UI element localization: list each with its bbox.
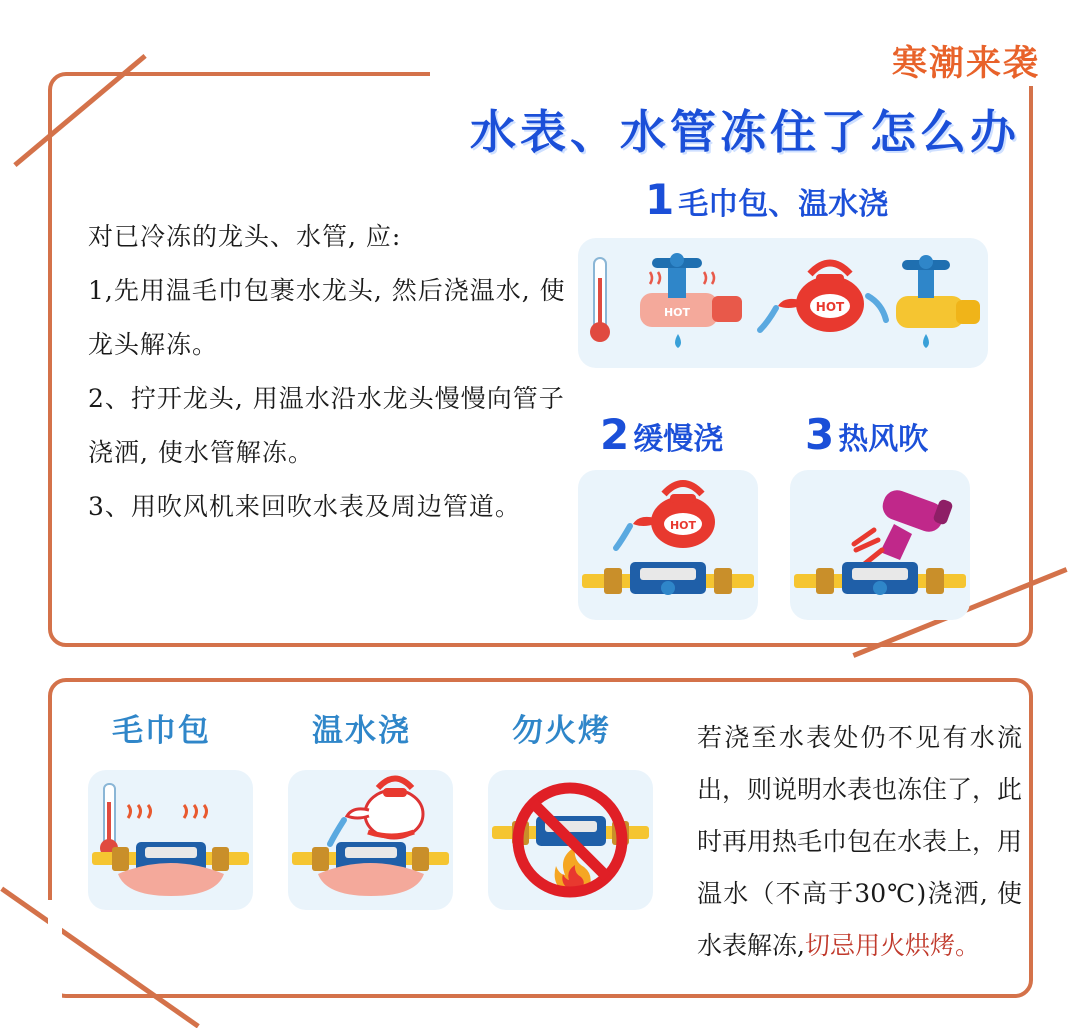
step-3-number: 3	[805, 410, 835, 459]
instruction-step-3: 3、用吹风机来回吹水表及周边管道。	[88, 492, 521, 521]
bottom-note-warning: 切忌用火烘烤。	[804, 931, 980, 960]
bottom-panel-gap	[48, 900, 62, 1020]
step-3-label: 热风吹	[838, 422, 929, 457]
step-2-label: 缓慢浇	[633, 422, 724, 457]
instructions-block	[88, 210, 568, 534]
step-2-number: 2	[600, 410, 630, 459]
step-1-heading	[645, 175, 888, 224]
page-title: 水表、水管冻住了怎么办	[470, 105, 1020, 159]
step-1-number: 1	[645, 175, 675, 224]
faucet-kettle-icon	[578, 238, 988, 368]
illustration-card-hot-air	[790, 470, 970, 620]
illustration-card-no-fire	[488, 770, 653, 910]
svg-text:HOT: HOT	[663, 306, 691, 319]
illustration-card-towel-wrap	[88, 770, 253, 910]
illustration-card-slow-pour	[578, 470, 758, 620]
illustration-card-warm-water-pour	[288, 770, 453, 910]
step-1-label: 毛巾包、温水浇	[678, 187, 889, 222]
no-fire-icon	[488, 770, 653, 910]
bottom-item-2-label: 温水浇	[312, 713, 411, 749]
kettle-meter-icon	[288, 770, 453, 910]
bottom-note	[697, 712, 1022, 972]
step-2-heading	[600, 410, 723, 459]
svg-text:HOT: HOT	[669, 519, 697, 532]
bottom-item-3-label: 勿火烤	[512, 713, 611, 749]
step-3-heading	[805, 410, 928, 459]
instructions-intro: 对已冷冻的龙头、水管, 应:	[88, 222, 402, 251]
hair-dryer-icon	[790, 470, 970, 620]
instruction-step-1: 1,先用温毛巾包裹水龙头, 然后浇温水, 使龙头解冻。	[88, 276, 566, 359]
instruction-step-2: 2、拧开龙头, 用温水沿水龙头慢慢向管子浇洒, 使水管解冻。	[88, 384, 565, 467]
svg-text:HOT: HOT	[815, 300, 845, 314]
kettle-pour-icon	[578, 470, 758, 620]
illustration-card-towel-warmwater	[578, 238, 988, 368]
bottom-item-1-label: 毛巾包	[112, 713, 211, 749]
bottom-note-plain: 若浇至水表处仍不见有水流出，则说明水表也冻住了，此时再用热毛巾包在水表上，用温水（不高于30℃)浇洒, 使水表解冻,	[697, 723, 1023, 960]
thermometer-meter-icon	[88, 770, 253, 910]
kicker-text: 寒潮来袭	[891, 44, 1040, 84]
